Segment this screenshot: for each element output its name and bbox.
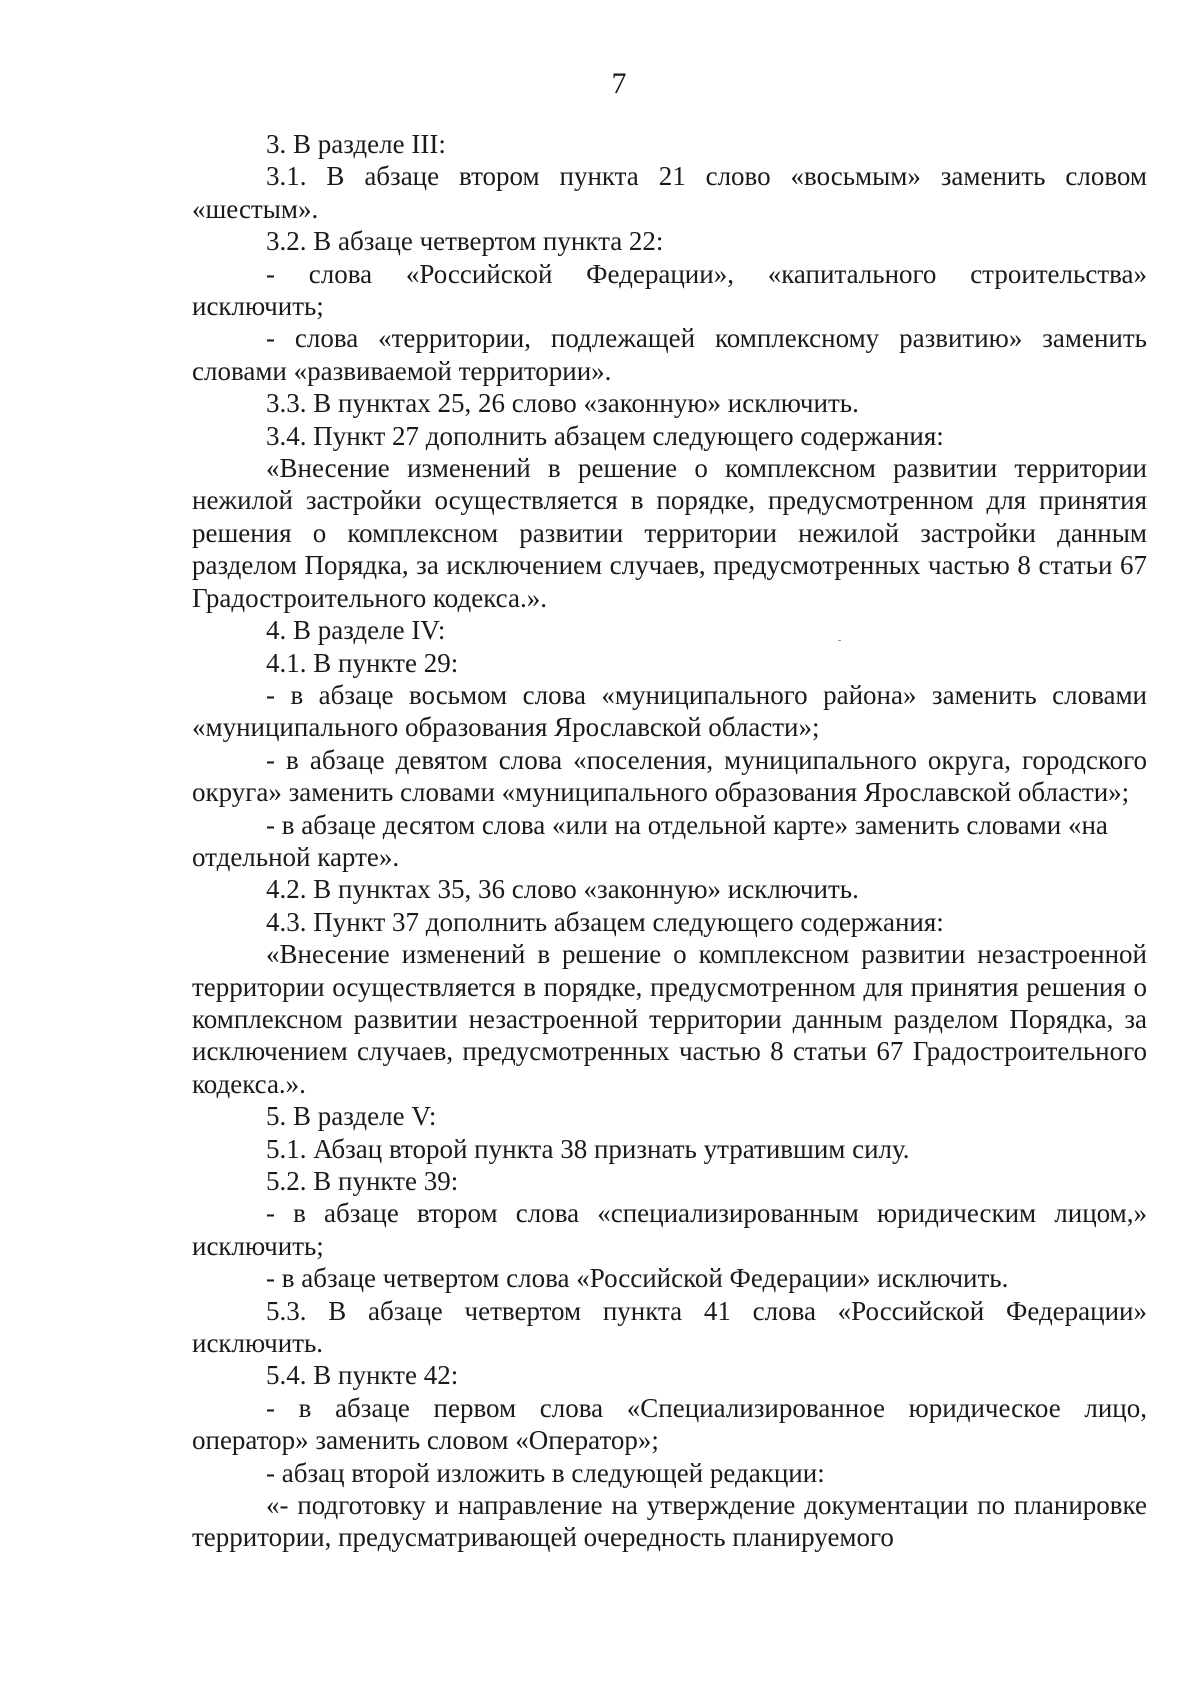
- paragraph-5-4: 5.4. В пункте 42:: [266, 1360, 459, 1391]
- paragraph-4-3-quote: «Внесение изменений в решение о комплексном развитии незастроенной территории осуществляется в порядке, предусмотренном для принятия решения о комплексном развитии незастроенной территории данным разделом Порядка, за исключением случаев, предусмотренных частью 8 статьи 67 Градостроительного кодекса.».: [192, 939, 1147, 1099]
- paragraph-4-2: 4.2. В пунктах 35, 36 слово «законную» исключить.: [266, 874, 859, 905]
- page-number: 7: [611, 67, 627, 100]
- paragraph-4-1-item-1: - в абзаце восьмом слова «муниципального района» заменить словами «муниципального образования Ярославской области»;: [192, 679, 1147, 743]
- paragraph-3-3: 3.3. В пунктах 25, 26 слово «законную» исключить.: [266, 388, 859, 419]
- paragraph-5-4-item-2: - абзац второй изложить в следующей редакции:: [266, 1457, 825, 1488]
- paragraph-4-1: 4.1. В пункте 29:: [266, 647, 459, 678]
- paragraph-3-2: 3.2. В абзаце четвертом пункта 22:: [266, 226, 664, 257]
- paragraph-section-3-heading: 3. В разделе III:: [266, 129, 446, 159]
- paragraph-5-2-item-1: - в абзаце втором слова «специализированным юридическим лицом,» исключить;: [192, 1198, 1147, 1261]
- scan-speck: [838, 640, 841, 641]
- paragraph-3-1: 3.1. В абзаце втором пункта 21 слово «восьмым» заменить словом «шестым».: [192, 161, 1147, 224]
- paragraph-5-4-quote: «- подготовку и направление на утверждение документации по планировке территории, предусматривающей очередность планируемого: [192, 1490, 1147, 1553]
- paragraph-section-4-heading: 4. В разделе IV:: [266, 615, 446, 646]
- paragraph-5-1: 5.1. Абзац второй пункта 38 признать утратившим силу.: [266, 1133, 910, 1164]
- paragraph-4-1-item-3: - в абзаце десятом слова «или на отдельной карте» заменить словами «на отдельной карте».: [192, 809, 1108, 872]
- paragraph-5-4-item-1: - в абзаце первом слова «Специализированное юридическое лицо, оператор» заменить словом «Оператор»;: [192, 1392, 1147, 1456]
- paragraph-3-4: 3.4. Пункт 27 дополнить абзацем следующего содержания:: [266, 420, 944, 451]
- paragraph-5-2: 5.2. В пункте 39:: [266, 1166, 459, 1196]
- paragraph-4-3: 4.3. Пункт 37 дополнить абзацем следующего содержания:: [266, 906, 944, 937]
- paragraph-3-2-item-1: - слова «Российской Федерации», «капитального строительства» исключить;: [192, 258, 1147, 322]
- paragraph-section-5-heading: 5. В разделе V:: [266, 1101, 437, 1132]
- paragraph-4-1-item-2: - в абзаце девятом слова «поселения, муниципального округа, городского округа» заменить словами «муниципального образования Ярославской области»;: [192, 744, 1147, 808]
- paragraph-3-2-item-2: - слова «территории, подлежащей комплексному развитию» заменить словами «развиваемой территории».: [192, 323, 1147, 386]
- paragraph-3-4-quote: «Внесение изменений в решение о комплексном развитии территории нежилой застройки осуществляется в порядке, предусмотренном для принятия решения о комплексном развитии территории нежилой застройки данным разделом Порядка, за исключением случаев, предусмотренных частью 8 статьи 67 Градостроительного кодекса.».: [192, 453, 1147, 613]
- paragraph-5-3: 5.3. В абзаце четвертом пункта 41 слова «Российской Федерации» исключить.: [192, 1295, 1147, 1359]
- document-body: [192, 128, 1147, 1554]
- paragraph-5-2-item-2: - в абзаце четвертом слова «Российской Федерации» исключить.: [266, 1263, 1009, 1294]
